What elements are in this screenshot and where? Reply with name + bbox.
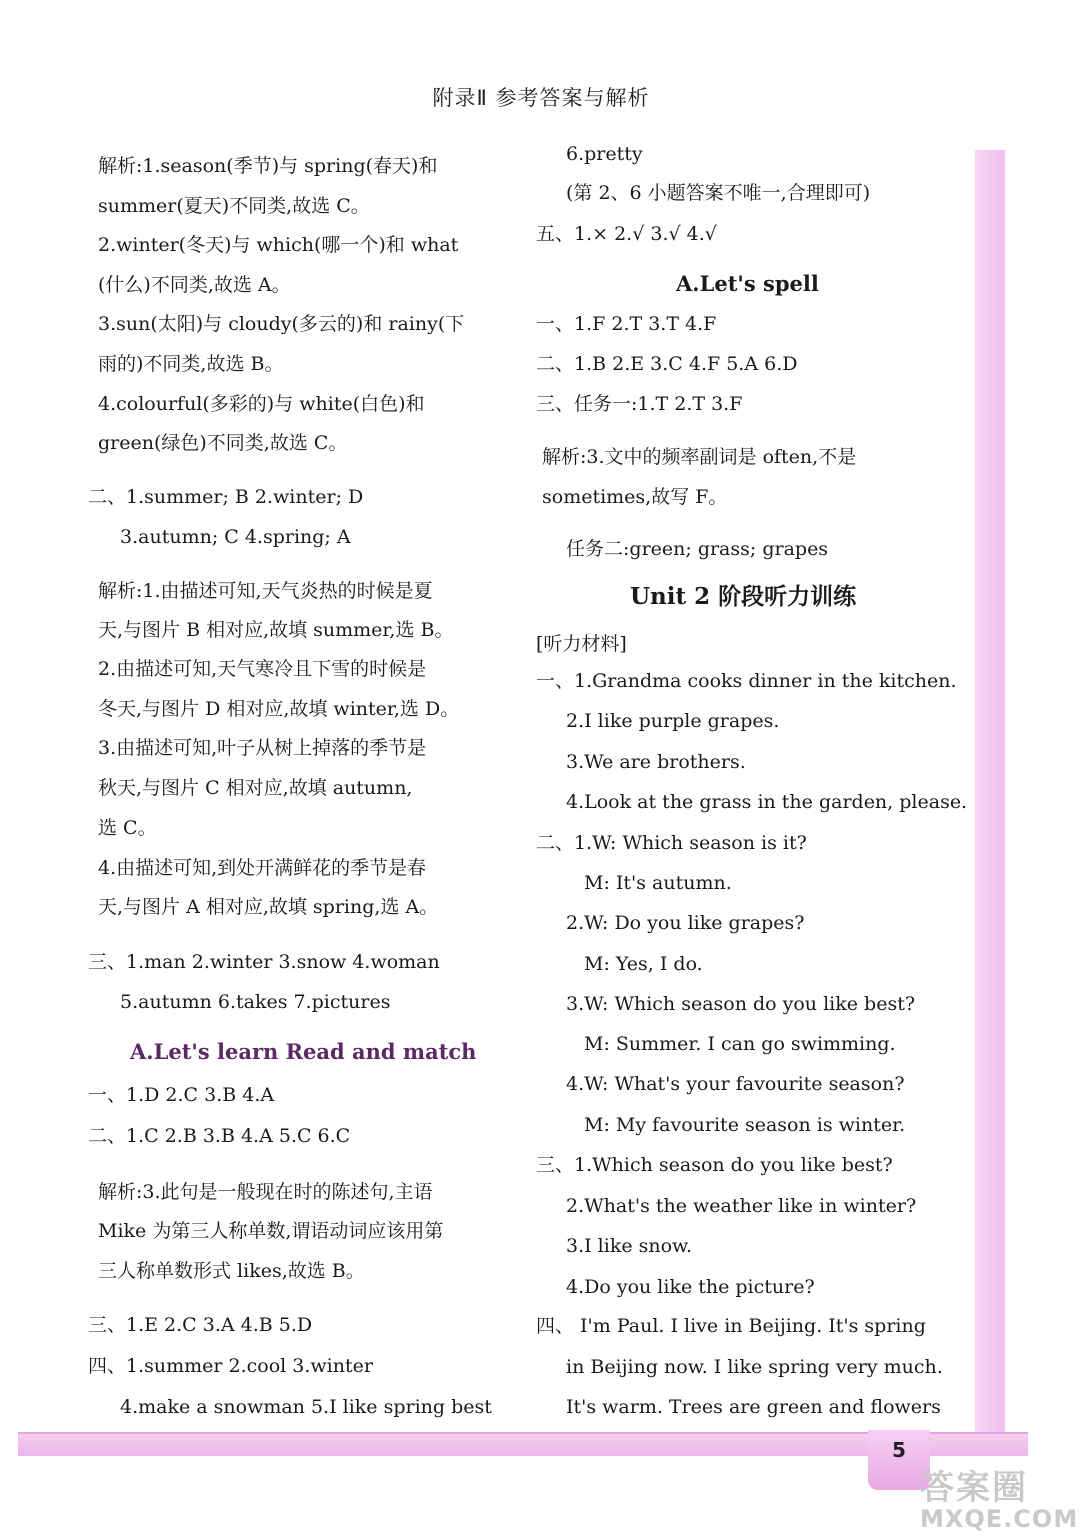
text-line: 三、1.man 2.winter 3.snow 4.woman: [88, 951, 440, 973]
text-line: 3.由描述可知,叶子从树上掉落的季节是: [98, 737, 427, 759]
text-line: summer(夏天)不同类,故选 C。: [98, 195, 370, 217]
watermark-url: MXQE.COM: [920, 1505, 1079, 1533]
text-line: 3.We are brothers.: [566, 751, 746, 773]
text-line: (什么)不同类,故选 A。: [98, 274, 291, 296]
text-line: M: It's autumn.: [584, 872, 732, 894]
text-line: 天,与图片 B 相对应,故填 summer,选 B。: [98, 619, 454, 641]
text-line: 2.W: Do you like grapes?: [566, 912, 805, 934]
text-line: 一、1.D 2.C 3.B 4.A: [88, 1084, 275, 1106]
text-line: Mike 为第三人称单数,谓语动词应该用第: [98, 1220, 444, 1242]
text-line: 二、1.W: Which season is it?: [536, 832, 807, 854]
text-line: 冬天,与图片 D 相对应,故填 winter,选 D。: [98, 698, 460, 720]
section-heading: A.Let's learn Read and match: [130, 1039, 477, 1064]
right-margin-decoration: [975, 150, 1005, 1440]
text-line: 5.autumn 6.takes 7.pictures: [120, 991, 391, 1013]
text-line: (第 2、6 小题答案不唯一,合理即可): [566, 182, 871, 204]
text-line: 解析:1.由描述可知,天气炎热的时候是夏: [98, 580, 433, 602]
text-line: 三、1.E 2.C 3.A 4.B 5.D: [88, 1314, 313, 1336]
text-line: in Beijing now. I like spring very much.: [566, 1356, 943, 1378]
text-line: 五、1.× 2.√ 3.√ 4.√: [536, 223, 717, 245]
text-line: 4.make a snowman 5.I like spring best: [120, 1396, 492, 1418]
text-line: 四、 I'm Paul. I live in Beijing. It's spring: [536, 1315, 926, 1337]
text-line: 3.W: Which season do you like best?: [566, 993, 916, 1015]
text-line: sometimes,故写 F。: [542, 486, 728, 508]
page-header: 附录Ⅱ 参考答案与解析: [432, 86, 650, 110]
text-line: 4.Do you like the picture?: [566, 1276, 815, 1298]
watermark-logo: [920, 1460, 1079, 1533]
text-line: 秋天,与图片 C 相对应,故填 autumn,: [98, 777, 413, 799]
text-line: 2.I like purple grapes.: [566, 710, 780, 732]
text-line: 解析:3.文中的频率副词是 often,不是: [542, 446, 857, 468]
watermark-text: 答案圈: [920, 1468, 1028, 1508]
text-line: M: My favourite season is winter.: [584, 1114, 906, 1136]
text-line: M: Yes, I do.: [584, 953, 703, 975]
text-line: 4.W: What's your favourite season?: [566, 1073, 905, 1095]
text-line: 3.sun(太阳)与 cloudy(多云的)和 rainy(下: [98, 313, 465, 335]
text-line: It's warm. Trees are green and flowers: [566, 1396, 941, 1418]
text-line: 三、任务一:1.T 2.T 3.F: [536, 393, 743, 415]
section-heading: A.Let's spell: [676, 271, 819, 296]
text-line: 6.pretty: [566, 143, 643, 165]
text-line: 二、1.B 2.E 3.C 4.F 5.A 6.D: [536, 353, 798, 375]
text-line: 4.由描述可知,到处开满鲜花的季节是春: [98, 857, 427, 879]
text-line: 一、1.Grandma cooks dinner in the kitchen.: [536, 670, 957, 692]
text-line: 2.What's the weather like in winter?: [566, 1195, 917, 1217]
text-line: 4.Look at the grass in the garden, please.: [566, 791, 968, 813]
text-line: 天,与图片 A 相对应,故填 spring,选 A。: [98, 896, 439, 918]
text-line: 三人称单数形式 likes,故选 B。: [98, 1260, 365, 1282]
text-line: 解析:3.此句是一般现在时的陈述句,主语: [98, 1181, 433, 1203]
text-line: M: Summer. I can go swimming.: [584, 1033, 896, 1055]
page-number: 5: [892, 1438, 906, 1462]
text-line: 三、1.Which season do you like best?: [536, 1154, 893, 1176]
unit-heading: Unit 2 阶段听力训练: [630, 583, 857, 610]
text-line: 一、1.F 2.T 3.T 4.F: [536, 313, 717, 335]
text-line: 选 C。: [98, 817, 157, 839]
text-line: 3.I like snow.: [566, 1235, 693, 1257]
text-line: 4.colourful(多彩的)与 white(白色)和: [98, 393, 425, 415]
text-line: 任务二:green; grass; grapes: [566, 538, 829, 560]
text-line: 2.winter(冬天)与 which(哪一个)和 what: [98, 234, 459, 256]
text-line: 二、1.summer; B 2.winter; D: [88, 486, 364, 508]
text-line: 雨的)不同类,故选 B。: [98, 353, 284, 375]
text-line: 四、1.summer 2.cool 3.winter: [88, 1355, 373, 1377]
text-line: [听力材料]: [536, 633, 627, 655]
text-line: green(绿色)不同类,故选 C。: [98, 432, 348, 454]
text-line: 二、1.C 2.B 3.B 4.A 5.C 6.C: [88, 1125, 351, 1147]
text-line: 解析:1.season(季节)与 spring(春天)和: [98, 155, 438, 177]
text-line: 2.由描述可知,天气寒冷且下雪的时候是: [98, 658, 427, 680]
text-line: 3.autumn; C 4.spring; A: [120, 526, 351, 548]
